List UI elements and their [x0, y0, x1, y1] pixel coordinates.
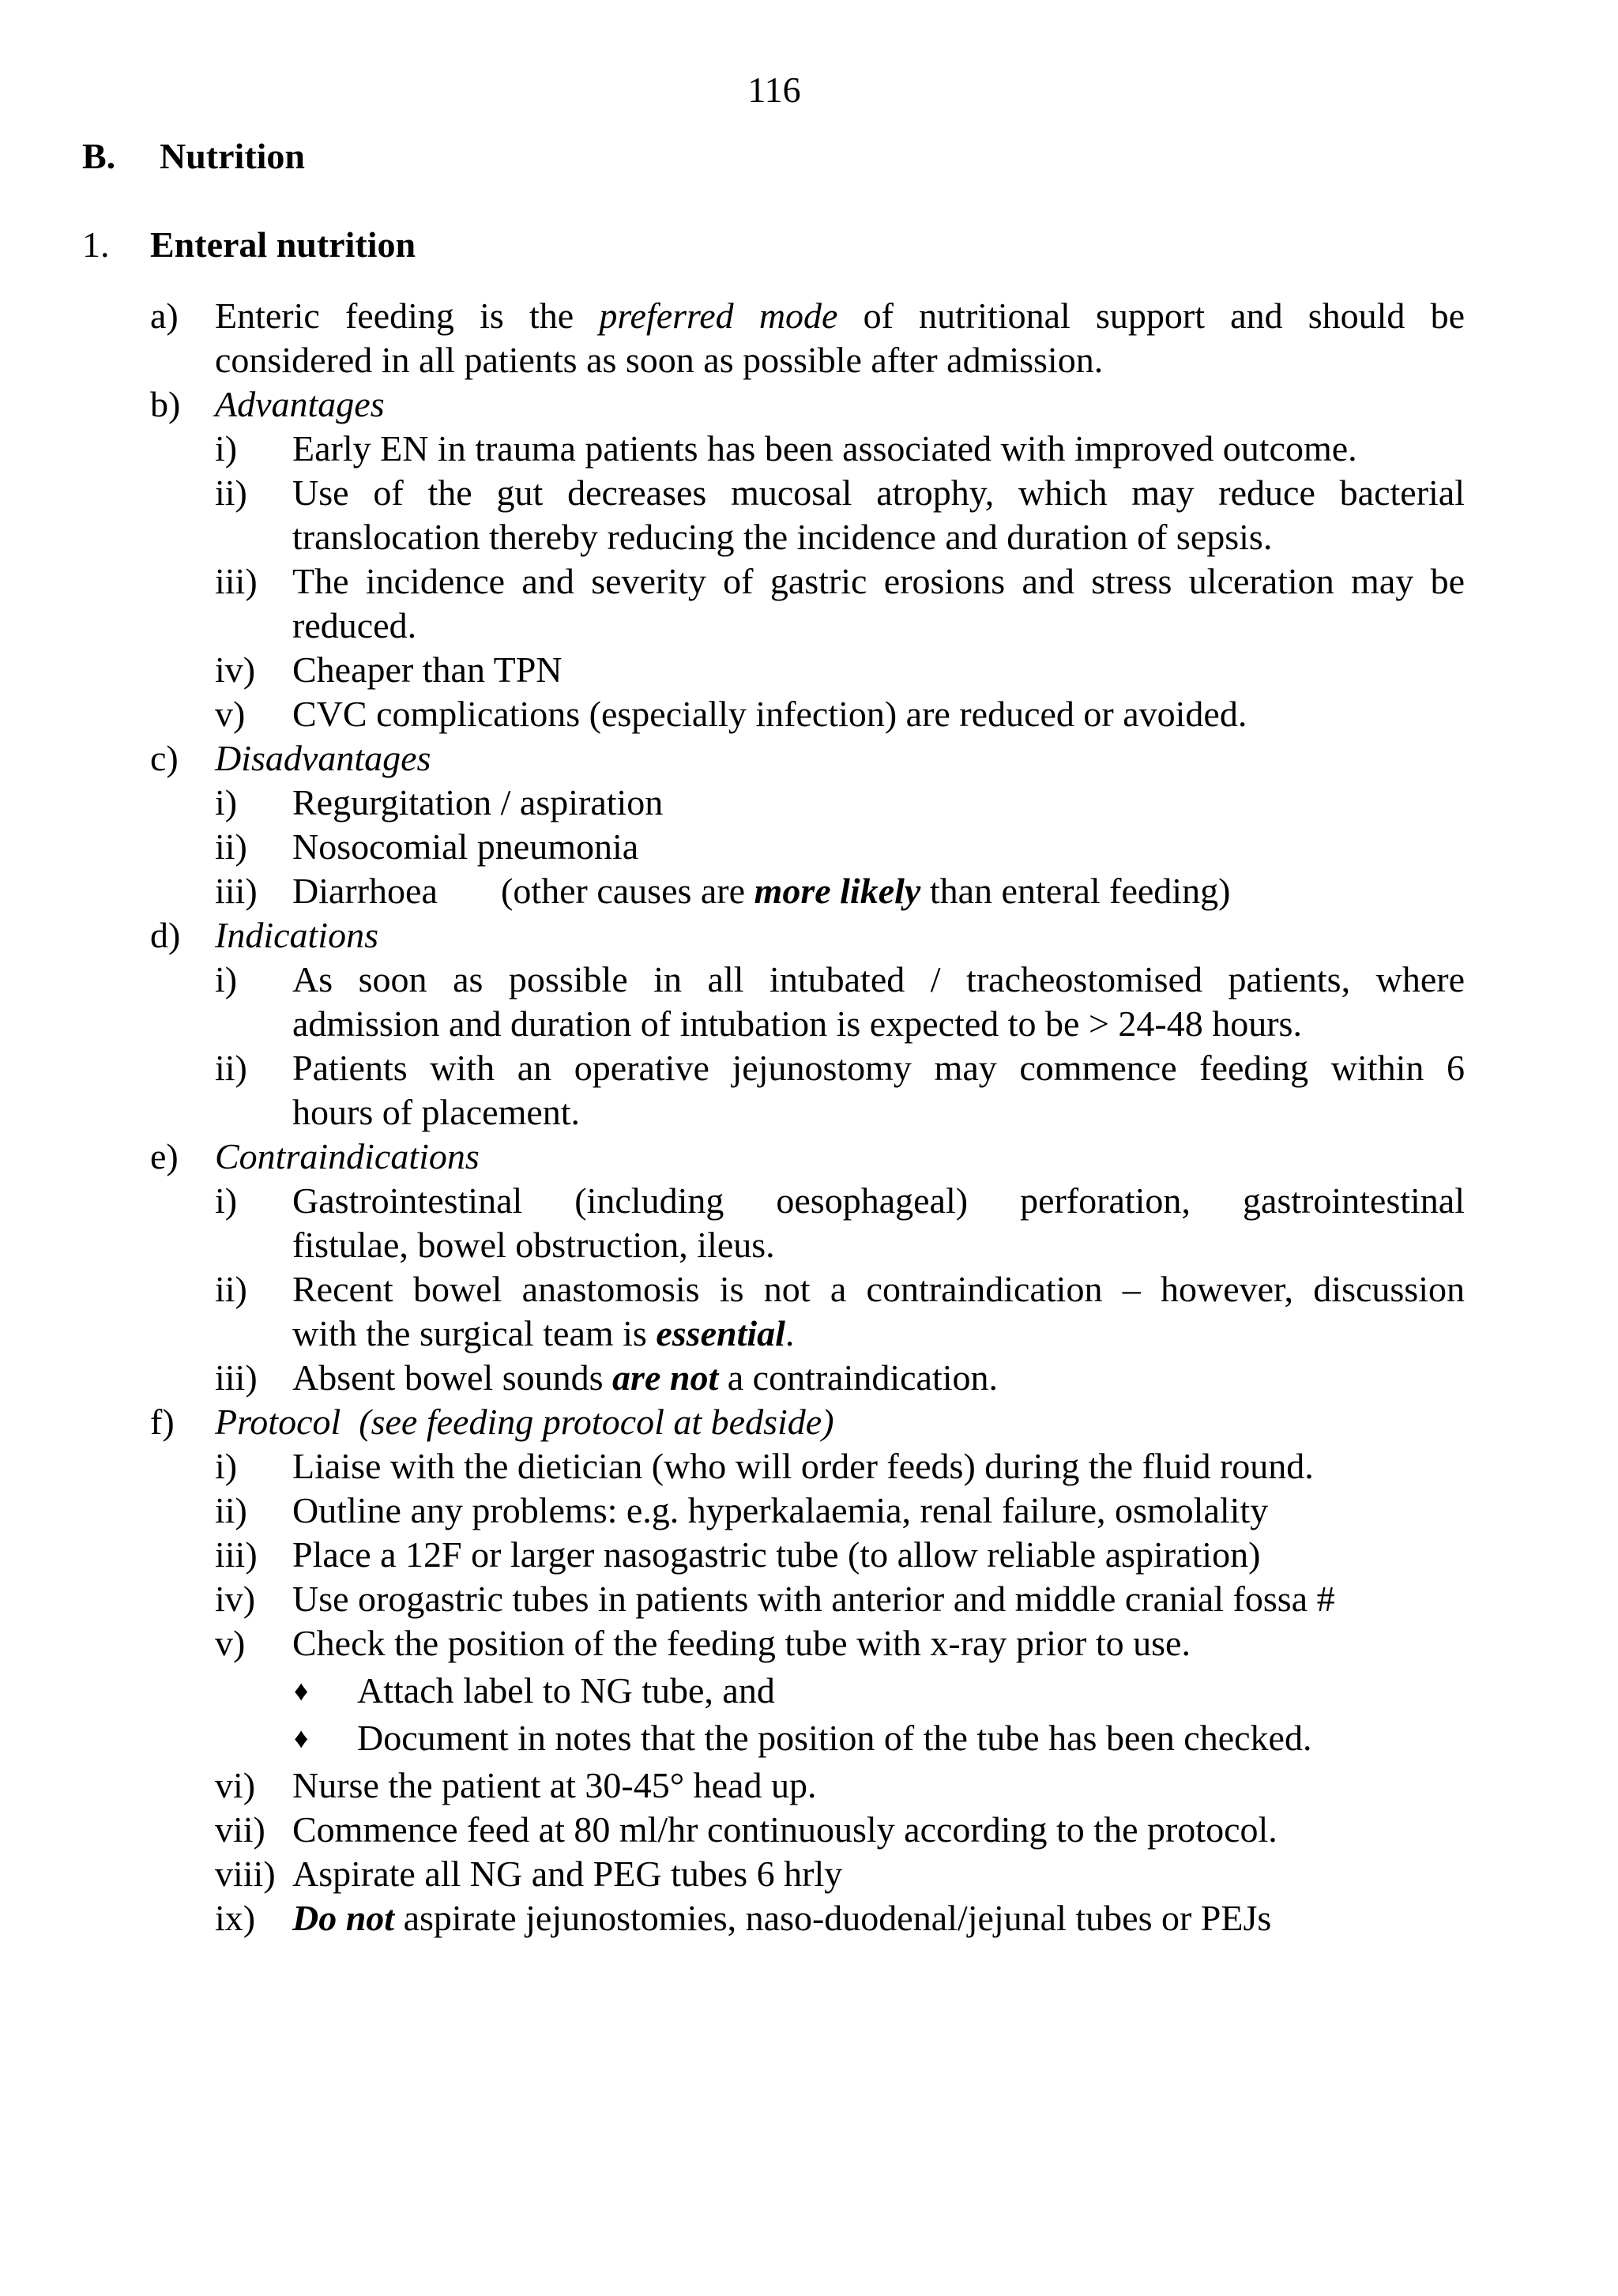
protocol-step: Place a 12F or larger nasogastric tube (to allow reliable aspiration): [292, 1534, 1261, 1575]
indication-marker: i): [215, 959, 238, 999]
item-d-marker: d): [150, 915, 181, 955]
item-a-marker: a): [150, 295, 179, 336]
disadvantage-text: Diarrhoea: [292, 871, 438, 911]
protocol-step: Check the position of the feeding tube with x-ray prior to use.: [292, 1623, 1191, 1663]
disadvantage-marker: iii): [215, 871, 258, 911]
item-f-marker: f): [150, 1402, 175, 1442]
protocol-heading: Protocol (see feeding protocol at bedside): [215, 1402, 834, 1442]
advantage-marker: v): [215, 694, 246, 734]
contraindication-marker: iii): [215, 1357, 258, 1398]
protocol-bullet: Attach label to NG tube, and: [357, 1670, 775, 1711]
subsection-number: 1.: [82, 224, 110, 265]
advantage-marker: iv): [215, 649, 256, 690]
section-title: Nutrition: [160, 136, 305, 176]
protocol-step: Use orogastric tubes in patients with anterior and middle cranial fossa #: [292, 1579, 1335, 1619]
protocol-marker: vi): [215, 1765, 256, 1805]
contraindication-text: Gastrointestinal (including oesophageal) perforation, gastrointestinal: [292, 1180, 1465, 1221]
advantage-marker: iii): [215, 561, 258, 601]
indication-marker: ii): [215, 1048, 247, 1088]
disadvantages-heading: Disadvantages: [215, 738, 431, 778]
indication-text: admission and duration of intubation is expected to be > 24-48 hours.: [292, 1003, 1302, 1044]
diamond-bullet-icon: ♦: [294, 1722, 309, 1754]
protocol-bullet: Document in notes that the position of the tube has been checked.: [357, 1718, 1312, 1758]
indication-text: Patients with an operative jejunostomy may commence feeding within 6: [292, 1048, 1465, 1088]
item-a-line2: considered in all patients as soon as possible after admission.: [215, 340, 1104, 380]
item-c-marker: c): [150, 738, 179, 778]
advantage-marker: ii): [215, 472, 247, 513]
indication-text: hours of placement.: [292, 1092, 581, 1132]
page-number: 116: [747, 70, 801, 110]
contraindication-text: fistulae, bowel obstruction, ileus.: [292, 1225, 775, 1265]
contraindications-heading: Contraindications: [215, 1136, 480, 1176]
contraindication-text: Absent bowel sounds are not a contraindication.: [292, 1357, 999, 1398]
indication-text: As soon as possible in all intubated / tracheostomised patients, where: [292, 959, 1465, 999]
disadvantage-marker: ii): [215, 826, 247, 867]
indications-heading: Indications: [215, 915, 378, 955]
diamond-bullet-icon: ♦: [294, 1675, 309, 1707]
advantage-text: reduced.: [292, 605, 417, 646]
protocol-step: Nurse the patient at 30-45° head up.: [292, 1765, 817, 1805]
contraindication-text: Recent bowel anastomosis is not a contraindication – however, discussion: [292, 1269, 1465, 1309]
protocol-step: Do not aspirate jejunostomies, naso-duodenal/jejunal tubes or PEJs: [292, 1898, 1272, 1938]
section-letter: B.: [82, 136, 116, 176]
protocol-step: Aspirate all NG and PEG tubes 6 hrly: [292, 1854, 843, 1894]
item-b-marker: b): [150, 384, 181, 424]
protocol-marker: ix): [215, 1898, 256, 1938]
advantage-text: Use of the gut decreases mucosal atrophy, which may reduce bacterial: [292, 472, 1465, 513]
disadvantage-text: Nosocomial pneumonia: [292, 826, 639, 867]
advantage-text: translocation thereby reducing the incidence and duration of sepsis.: [292, 517, 1273, 557]
item-e-marker: e): [150, 1136, 179, 1176]
advantage-text: The incidence and severity of gastric erosions and stress ulceration may be: [292, 561, 1465, 601]
protocol-marker: viii): [215, 1854, 276, 1894]
protocol-marker: i): [215, 1446, 238, 1486]
contraindication-text: with the surgical team is essential.: [292, 1313, 795, 1353]
protocol-marker: vii): [215, 1809, 265, 1850]
disadvantage-note: (other causes are more likely than enteral feeding): [501, 871, 1231, 911]
item-a-line1: Enteric feeding is the preferred mode of nutritional support and should be: [215, 295, 1465, 336]
protocol-marker: iv): [215, 1579, 256, 1619]
protocol-marker: ii): [215, 1490, 247, 1530]
protocol-marker: iii): [215, 1534, 258, 1575]
advantage-text: Early EN in trauma patients has been associated with improved outcome.: [292, 428, 1357, 469]
advantage-text: CVC complications (especially infection) are reduced or avoided.: [292, 694, 1247, 734]
advantage-text: Cheaper than TPN: [292, 649, 563, 690]
protocol-step: Outline any problems: e.g. hyperkalaemia, renal failure, osmolality: [292, 1490, 1269, 1530]
advantages-heading: Advantages: [215, 384, 385, 424]
protocol-step: Commence feed at 80 ml/hr continuously according to the protocol.: [292, 1809, 1277, 1850]
disadvantage-text: Regurgitation / aspiration: [292, 782, 664, 822]
protocol-marker: v): [215, 1623, 246, 1663]
protocol-step: Liaise with the dietician (who will order feeds) during the fluid round.: [292, 1446, 1314, 1486]
subsection-title: Enteral nutrition: [150, 224, 416, 265]
contraindication-marker: i): [215, 1180, 238, 1221]
advantage-marker: i): [215, 428, 238, 469]
contraindication-marker: ii): [215, 1269, 247, 1309]
disadvantage-marker: i): [215, 782, 238, 822]
